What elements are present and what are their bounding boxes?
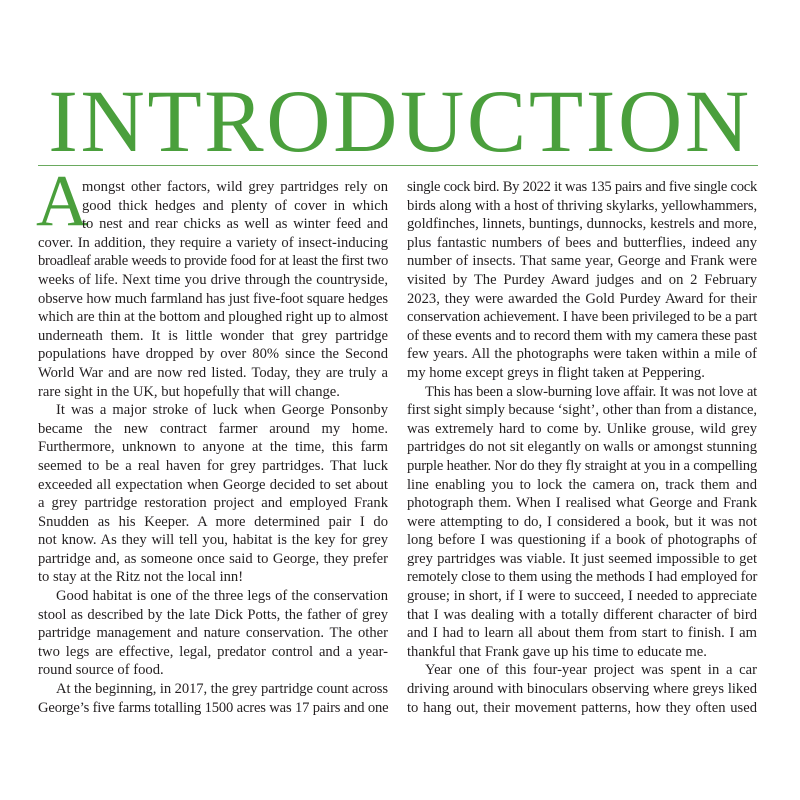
text-line: conservation achievement. I have been privileged to be a part: [407, 309, 758, 326]
text-line: grouse; in short, if I were to succeed, I needed to appreciate: [407, 588, 757, 605]
text-line: visited by The Purdey Award judges and on 2 February: [407, 271, 757, 288]
paragraph: [407, 178, 757, 383]
text-line: weeks of life. Next time you drive through the countryside,: [38, 271, 388, 288]
text-line: populations have dropped by over 80% since the Second: [38, 346, 388, 363]
text-line: number of insects. That same year, George and Frank were: [407, 253, 757, 270]
text-line: exceeded all expectation when George decided to set about: [38, 476, 388, 493]
paragraph: [407, 383, 757, 662]
text-line: to stay at the Ritz not the local inn!: [38, 569, 244, 586]
text-line: of these events and to record them with my camera these past: [407, 327, 757, 344]
text-column-right: [407, 178, 757, 717]
text-line: to nest and rear chicks as well as winter feed and: [82, 216, 388, 233]
text-line: partridges do not sit elegantly on walls or amongst stunning: [407, 439, 757, 456]
text-line: It was a major stroke of luck when George Ponsonby: [56, 402, 388, 419]
text-line: long before I was questioning if a book of photographs of: [407, 532, 757, 549]
text-line: seemed to be a real haven for grey partridges. That luck: [38, 457, 388, 474]
drop-cap: A: [36, 160, 89, 241]
text-line: two legs are effective, legal, predator control and a year-: [38, 643, 388, 660]
page-title: INTRODUCTION: [48, 73, 752, 171]
text-line: rare sight in the UK, but hopefully that will change.: [38, 383, 340, 400]
text-line: single cock bird. By 2022 it was 135 pairs and five single cock: [407, 179, 757, 195]
text-line: cover. In addition, they require a variety of insect-inducing: [38, 234, 388, 251]
text-line: that I was dealing with a totally different character of bird: [407, 606, 757, 623]
text-line: remotely close to them using the methods I had employed for: [407, 569, 758, 586]
text-line: observe how much farmland has just five-foot square hedges: [38, 290, 389, 307]
paragraph: [38, 680, 388, 717]
text-line: At the beginning, in 2017, the grey partridge count across: [56, 681, 388, 698]
text-line: driving around with binoculars observing where greys liked: [407, 681, 757, 698]
text-line: broadleaf arable weeds to provide food for at least the first two: [38, 253, 388, 270]
text-line: birds along with a host of thriving skylarks, yellowhammers,: [407, 197, 758, 214]
text-line: This has been a slow-burning love affair. It was not love at: [425, 383, 757, 400]
text-line: grey partridges was viable. It just seemed impossible to get: [407, 550, 757, 567]
text-line: underneath them. It is little wonder that grey partridge: [38, 327, 388, 344]
text-line: was extremely hard to come by. Unlike grouse, wild grey: [407, 420, 757, 437]
text-line: a grey partridge restoration project and employed Frank: [38, 495, 388, 512]
text-line: purple heather. Nor do they fly straight at you in a compelling: [407, 457, 757, 474]
text-line: few years. All the photographs were taken within a mile of: [407, 346, 757, 363]
text-line: photograph them. When I realised what George and Frank: [407, 495, 757, 512]
text-line: partridge and, as someone once said to George, they prefer: [38, 550, 388, 567]
text-line: Good habitat is one of the three legs of the conservation: [56, 588, 388, 605]
paragraph: [38, 587, 388, 680]
text-line: became the new contract farmer around my home.: [38, 420, 388, 437]
text-line: good thick hedges and plenty of cover in which: [82, 197, 388, 214]
text-line: and I had to learn all about them from start to finish. I am: [407, 625, 757, 642]
text-line: were attempting to do, I considered a book, but it was not: [407, 513, 757, 530]
text-line: to hang out, their movement patterns, how they often used: [407, 699, 757, 716]
paragraph: [38, 178, 388, 401]
text-line: partridge management and nature conservation. The other: [38, 625, 388, 642]
text-line: World War and are now red listed. Today, they are truly a: [38, 364, 388, 381]
text-line: Year one of this four-year project was spent in a car: [425, 662, 757, 679]
text-line: Snudden as his Keeper. A more determined pair I do: [38, 513, 388, 530]
text-line: my home except greys in flight taken at Peppering.: [407, 364, 705, 381]
text-line: goldfinches, linnets, buntings, dunnocks, kestrels and more,: [407, 216, 757, 233]
title-divider: [38, 165, 758, 166]
text-line: 2023, they were awarded the Gold Purdey Award for their: [407, 290, 757, 307]
paragraph: [38, 401, 388, 587]
text-line: which are thin at the bottom and ploughed right up to almost: [38, 309, 388, 326]
text-line: first sight simply because ‘sight’, other than from a distance,: [407, 402, 757, 419]
text-line: line enabling you to lock the camera on, track them and: [407, 476, 757, 493]
text-line: George’s five farms totalling 1500 acres was 17 pairs and one: [38, 699, 389, 716]
text-line: round source of food.: [38, 662, 164, 679]
paragraph: [407, 661, 757, 717]
text-column-left: [38, 178, 388, 717]
text-line: Furthermore, unknown to anyone at the time, this farm: [38, 439, 388, 456]
text-line: thankful that Frank gave up his time to educate me.: [407, 643, 707, 660]
text-line: not know. As they will tell you, habitat is the key for grey: [38, 532, 388, 549]
text-line: plus fantastic numbers of bees and butterflies, indeed any: [407, 234, 757, 251]
text-line: mongst other factors, wild grey partridges rely on: [82, 179, 388, 195]
text-line: stool as described by the late Dick Potts, the father of grey: [38, 606, 388, 623]
